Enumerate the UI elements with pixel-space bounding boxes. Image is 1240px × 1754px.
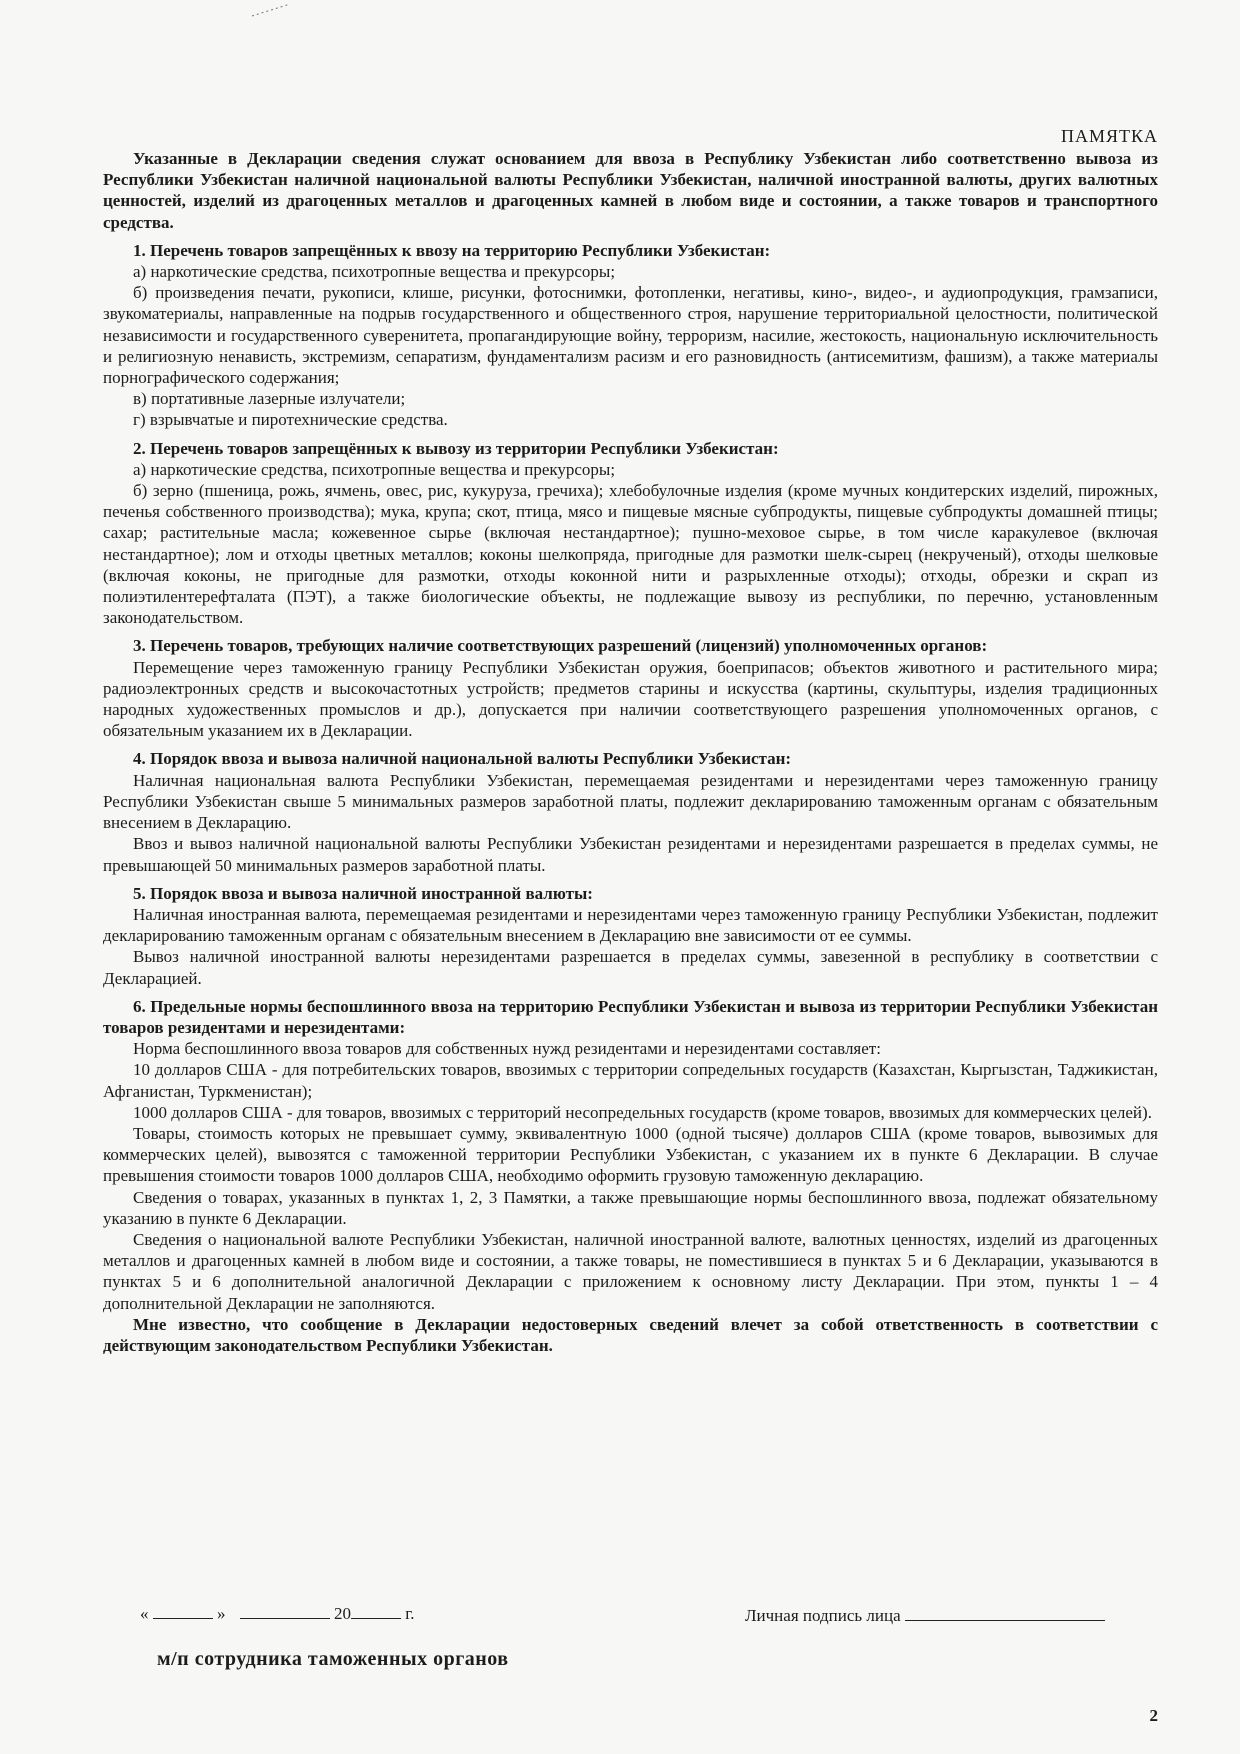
section-3 (103, 635, 1158, 741)
section-heading: 4. Порядок ввоза и вывоза наличной национальной валюты Республики Узбекистан: (133, 749, 792, 769)
intro-paragraph: Указанные в Декларации сведения служат основанием для ввоза в Республику Узбекистан либо соответственно вывоза из Республики Узбекистан наличной национальной валюты Республики Узбекистан, наличной иностранной валюты, других валютных ценностей, изделий из драгоценных металлов и драгоценных камней в любом виде и состоянии, а также товаров и транспортного средства. (103, 149, 1158, 232)
section-item: г) взрывчатые и пиротехнические средства. (133, 410, 448, 430)
date-close-quote: » (217, 1604, 226, 1623)
section-item: б) произведения печати, рукописи, клише, рисунки, фотоснимки, фотопленки, негативы, кино-, видео-, и аудиопродукция, грамзаписи, звукоматериалы, направленные на подрыв государственного и общественного строя, нарушение территориальной целостности, политической независимости и государственного суверенитета, пропагандирующие войну, терроризм, насилие, жестокость, национальную исключительность и религиозную ненависть, экстремизм, сепаратизм, фундаментализм расизм и его разновидность (антисемитизм, фашизм), а также материалы порнографического содержания; (103, 283, 1158, 388)
section-item: Ввоз и вывоз наличной национальной валюты Республики Узбекистан резидентами и нерезидентами разрешается в пределах суммы, не превышающей 50 минимальных размеров заработной платы. (103, 834, 1158, 875)
section-item: Наличная национальная валюта Республики Узбекистан, перемещаемая резидентами и нерезидентами через таможенную границу Республики Узбекистан свыше 5 минимальных размеров заработной платы, подлежит декларированию таможенным органам с обязательным внесением в Декларацию. (103, 770, 1158, 833)
section-item: Сведения о национальной валюте Республики Узбекистан, наличной иностранной валюте, валютных ценностях, изделий из драгоценных металлов и драгоценных камней в любом виде и состоянии, а также товары, не поместившиеся в пунктах 5 и 6 Декларации, указываются в пунктах 5 и 6 дополнительной аналогичной Декларации с приложением к основному листу Декларации. При этом, пункты 1 – 4 дополнительной Декларации не заполняются. (103, 1229, 1158, 1313)
section-heading: 5. Порядок ввоза и вывоза наличной иностранной валюты: (133, 883, 593, 903)
section-heading: 6. Предельные нормы беспошлинного ввоза на территорию Республики Узбекистан и вывоза из территории Республики Узбекистан товаров резидентами и нерезидентами: (103, 996, 1158, 1037)
section-heading: 2. Перечень товаров запрещённых к вывозу из территории Республики Узбекистан: (133, 438, 779, 458)
section-item: Товары, стоимость которых не превышает сумму, эквивалентную 1000 (одной тысяче) долларов США (кроме товаров, вывозимых для коммерческих целей), вывозятся с таможенной территории Республики Узбекистан, с указанием их в пункте 6 Декларации. В случае превышения стоимости товаров 1000 долларов США, необходимо оформить грузовую таможенную декларацию. (103, 1123, 1158, 1186)
section-item: 1000 долларов США - для товаров, ввозимых с территорий несопредельных государств (кроме товаров, ввозимых для коммерческих целей). (133, 1102, 1152, 1122)
signature-line (745, 1606, 1105, 1626)
document-body (103, 148, 1158, 1356)
section-item: Вывоз наличной иностранной валюты нерезидентами разрешается в пределах суммы, завезенной в республику в соответствии с Декларацией. (103, 947, 1158, 988)
page-number: 2 (1149, 1706, 1158, 1725)
section-item: Сведения о товарах, указанных в пунктах 1, 2, 3 Памятки, а также превышающие нормы беспошлинного ввоза, подлежат обязательному указанию в пункте 6 Декларации. (103, 1187, 1158, 1228)
date-line (140, 1604, 415, 1624)
section-item: а) наркотические средства, психотропные вещества и прекурсоры; (133, 459, 616, 479)
scan-artifact (250, 0, 310, 20)
month-blank (240, 1604, 330, 1619)
section-item: в) портативные лазерные излучатели; (133, 389, 406, 409)
signature-label: Личная подпись лица (745, 1606, 901, 1625)
section-item: 10 долларов США - для потребительских товаров, ввозимых с территории сопредельных государств (Казахстан, Кыргызстан, Таджикистан, Афганистан, Туркменистан); (103, 1060, 1158, 1101)
section-6 (103, 996, 1158, 1314)
section-5 (103, 883, 1158, 989)
date-suffix: г. (405, 1604, 415, 1623)
stamp-label: м/п сотрудника таможенных органов (157, 1648, 509, 1670)
section-1 (103, 240, 1158, 431)
section-item: Перемещение через таможенную границу Республики Узбекистан оружия, боеприпасов; объектов животного и растительного мира; радиоэлектронных средств и высокочастотных устройств; предметов старины и искусства (картины, скульптуры, изделия традиционных народных художественных промыслов и др.), допускается при наличии соответствующего разрешения уполномоченных органов, с обязательным указанием их в Декларации. (103, 657, 1158, 741)
document-title: ПАМЯТКА (1060, 126, 1158, 146)
section-4 (103, 748, 1158, 875)
section-item: а) наркотические средства, психотропные вещества и прекурсоры; (133, 262, 616, 282)
day-blank (153, 1604, 213, 1619)
date-year: 20 (334, 1604, 351, 1623)
section-item: Норма беспошлинного ввоза товаров для собственных нужд резидентами и нерезидентами составляет: (133, 1039, 881, 1059)
section-heading: 1. Перечень товаров запрещённых к ввозу на территорию Республики Узбекистан: (133, 240, 771, 260)
signature-blank (905, 1606, 1105, 1621)
section-item: б) зерно (пшеница, рожь, ячмень, овес, рис, кукуруза, гречиха); хлебобулочные изделия (кроме мучных кондитерских изделий, пирожных, печенья собственного производства); мука, крупа; скот, птица, мясо и пищевые мясные субпродукты, пищевые субпродукты домашней птицы; сахар; растительные масла; кожевенное сырье (включая нестандартное); пушно-меховое сырье, в том числе каракулевое (включая нестандартное); лом и отходы цветных металлов; коконы шелкопряда, пригодные для размотки шелк-сырец (некрученый), отходы шелковые (включая коконы, не пригодные для размотки, отходы коконной нити и разрыхленные отходы); отходы, обрезки и скрап из полиэтилентерефталата (ПЭТ), а также биологические объекты, не подлежащие вывозу из республики, по перечню, установленным законодательством. (103, 481, 1158, 628)
liability-statement: Мне известно, что сообщение в Декларации недостоверных сведений влечет за собой ответственность в соответствии с действующим законодательством Республики Узбекистан. (103, 1314, 1158, 1355)
section-item: Наличная иностранная валюта, перемещаемая резидентами и нерезидентами через таможенную границу Республики Узбекистан, подлежит декларированию таможенным органам с обязательным внесением в Декларацию вне зависимости от ее суммы. (103, 904, 1158, 946)
year-blank (351, 1604, 401, 1619)
section-heading: 3. Перечень товаров, требующих наличие соответствующих разрешений (лицензий) уполномоченных органов: (133, 636, 988, 656)
date-open-quote: « (140, 1604, 149, 1623)
section-2 (103, 438, 1158, 629)
